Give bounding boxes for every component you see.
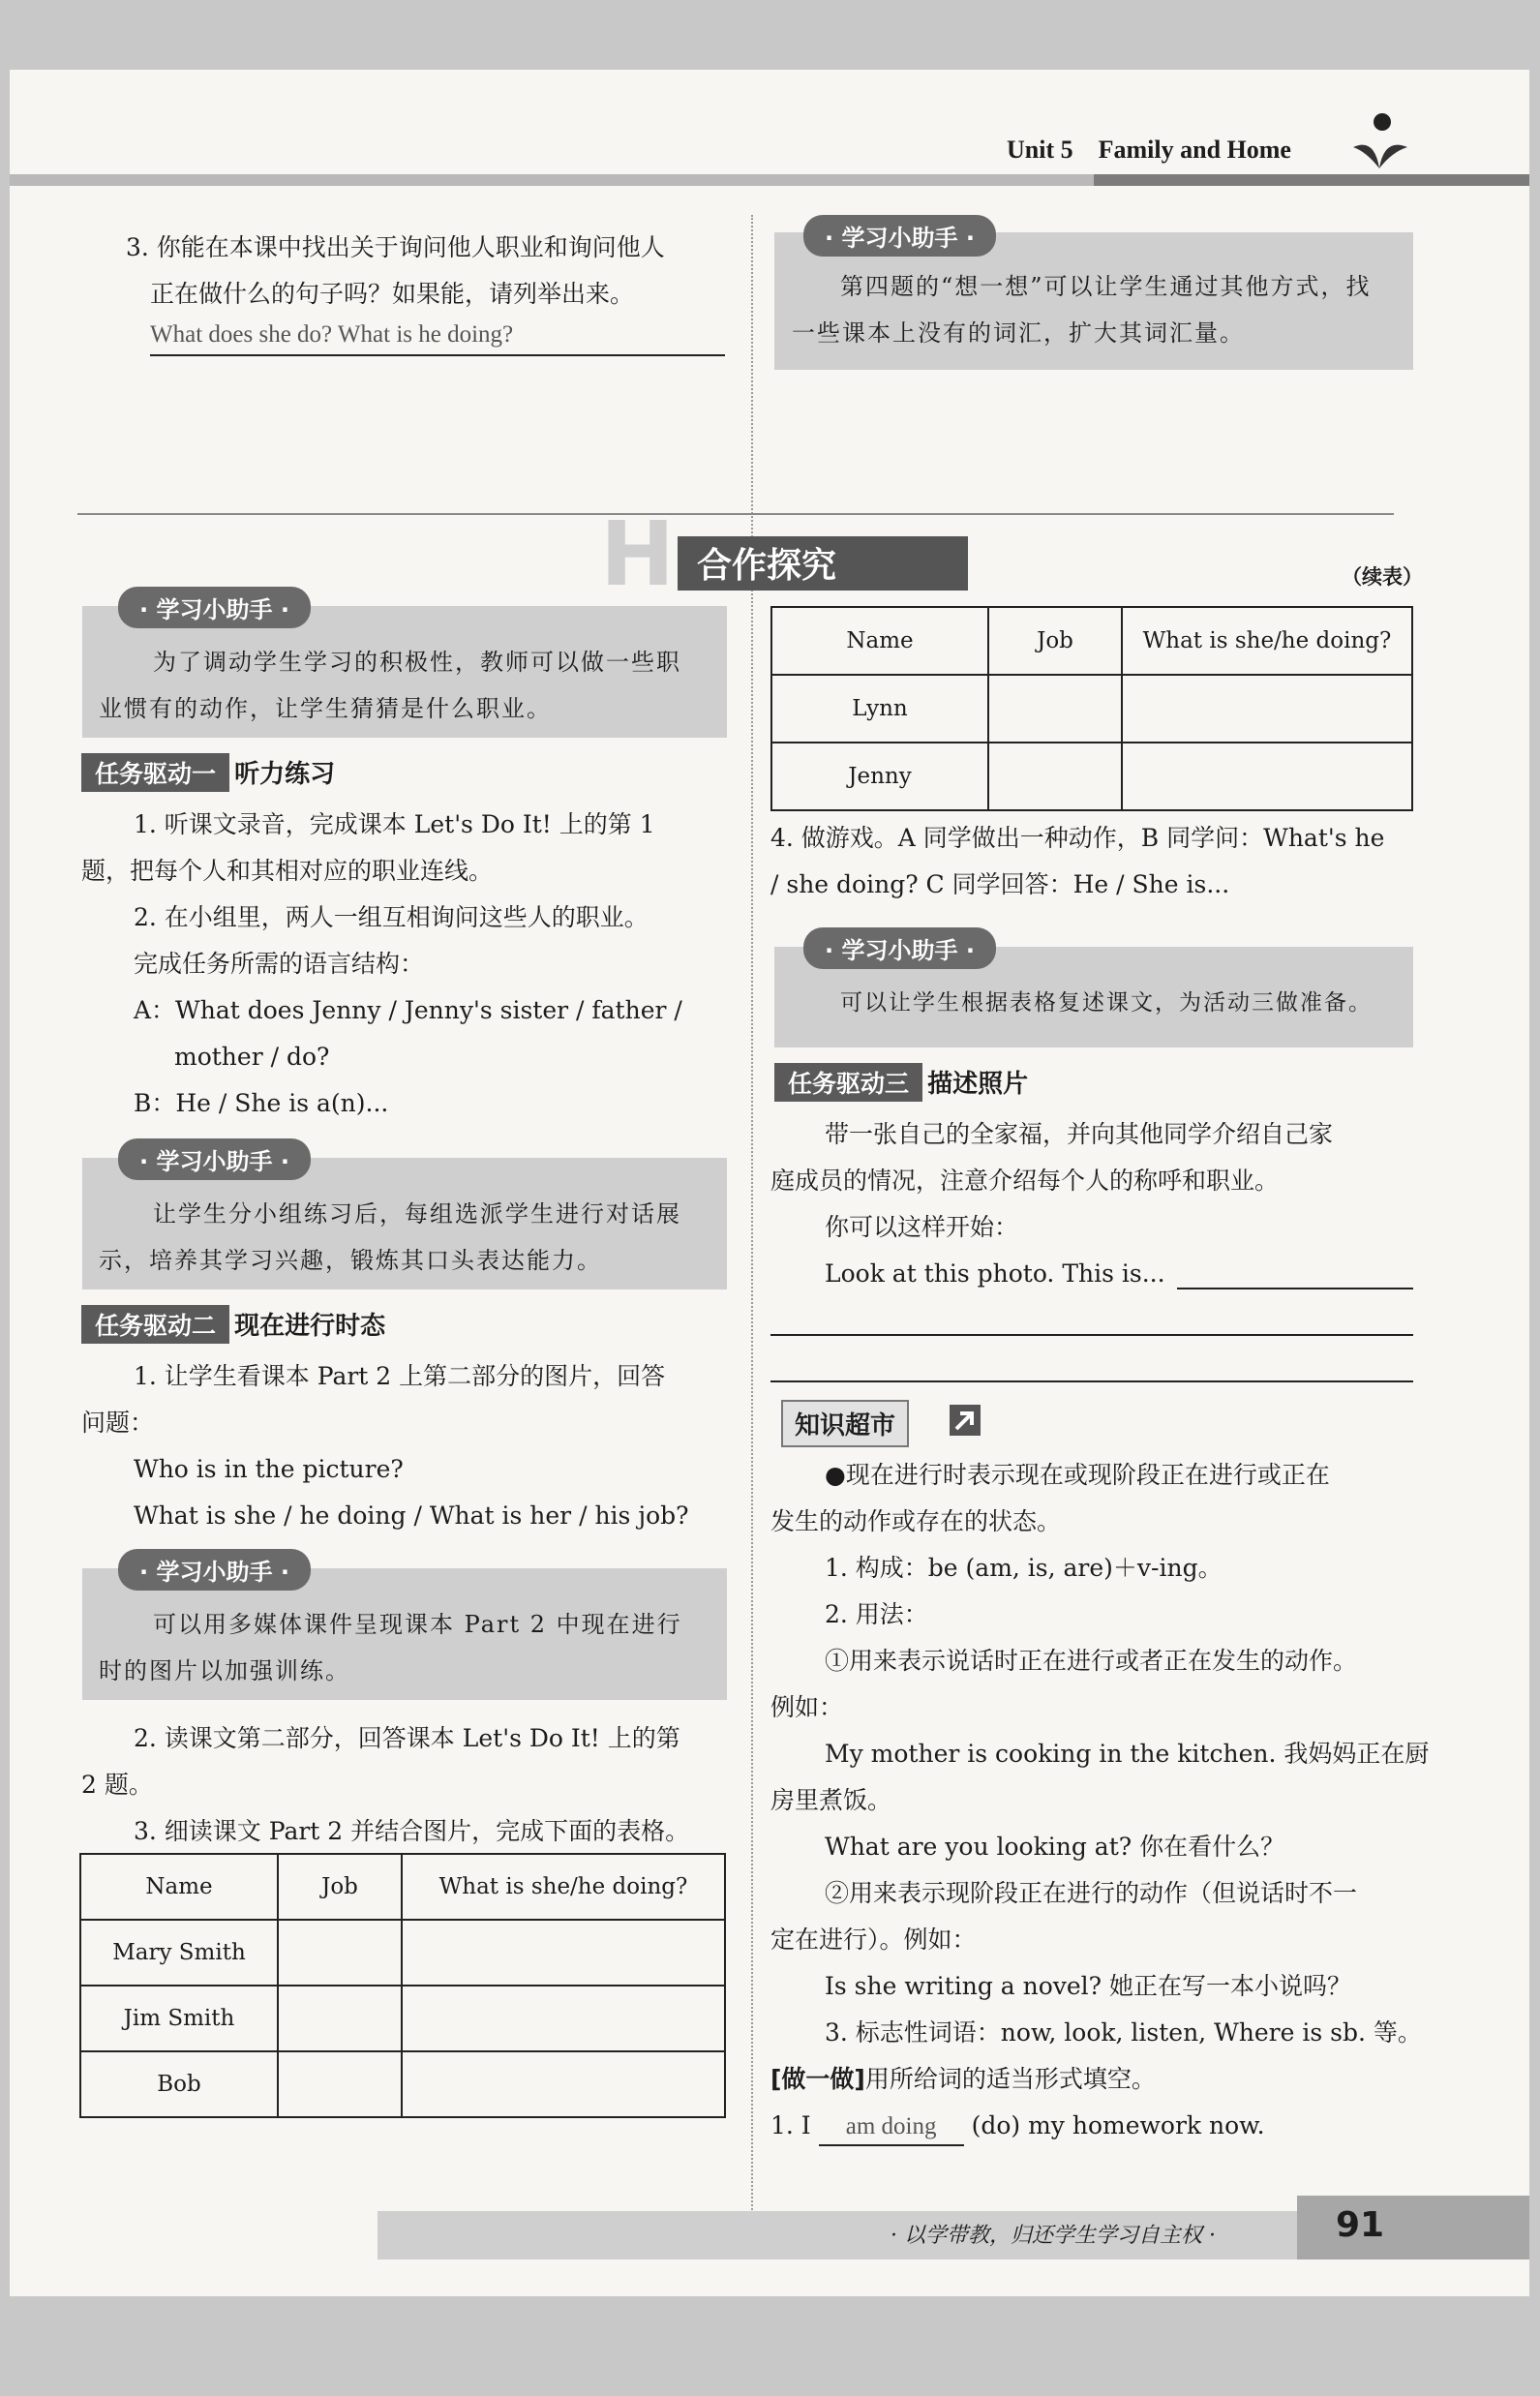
unit-title — [1007, 136, 1291, 165]
task1-title: 听力练习 — [234, 760, 336, 789]
helper-tag-0 — [803, 215, 996, 257]
section-rule — [77, 513, 1394, 515]
k9: 3. 标志性词语：now, look, listen, Where is sb. 等。 — [825, 2018, 1422, 2047]
helper2-text-1: 让学生分小组练习后，每组选派学生进行对话展 — [153, 1200, 681, 1228]
q4-1: 4. 做游戏。A 同学做出一种动作，B 同学问：What's he — [770, 824, 1385, 852]
table-cell-name: Lynn — [771, 675, 988, 743]
helper4-text: 可以让学生根据表格复述课文，为活动三做准备。 — [840, 990, 1373, 1016]
t3-p1b: 庭成员的情况，注意介绍每个人的称呼和职业。 — [770, 1167, 1280, 1195]
table-row — [80, 1920, 725, 1986]
table-row — [771, 675, 1412, 743]
table-header-row — [771, 607, 1412, 675]
unit-number: Unit 5 — [1007, 136, 1073, 164]
helper-label: · 学习小助手 · — [118, 1549, 311, 1591]
helper-label: · 学习小助手 · — [803, 927, 996, 969]
practice-line — [770, 2056, 1429, 2103]
page-number-block — [1297, 2196, 1529, 2260]
continued-label: （续表） — [1342, 565, 1423, 589]
task3-header — [774, 1063, 1028, 1102]
k2: 1. 构成：be (am, is, are)＋v-ing。 — [825, 1554, 1223, 1582]
task1-header — [81, 753, 335, 792]
table-cell-doing[interactable] — [402, 1986, 725, 2051]
table-row — [80, 1986, 725, 2051]
table-cell-name: Jenny — [771, 743, 988, 810]
helper-tag-3 — [118, 1549, 311, 1591]
helper-label: · 学习小助手 · — [118, 587, 311, 628]
table-left — [79, 1853, 726, 2118]
practice-tag: [做一做] — [770, 2065, 865, 2093]
k1: ●现在进行时表示现在或现阶段正在进行或正在 — [825, 1461, 1330, 1489]
answer-line[interactable] — [770, 1380, 1413, 1382]
column-divider — [751, 215, 753, 2248]
table-right — [770, 606, 1413, 811]
k4b: 例如： — [770, 1693, 844, 1721]
table-header-cell: Job — [988, 607, 1122, 675]
unit-name: Family and Home — [1098, 136, 1291, 164]
helper3-text-2: 时的图片以加强训练。 — [99, 1657, 350, 1684]
helper-tag-2 — [118, 1138, 311, 1180]
t3-p2: 你可以这样开始： — [825, 1213, 1019, 1241]
k8: Is she writing a novel? 她正在写一本小说吗？ — [825, 1972, 1352, 2000]
table-row — [771, 743, 1412, 810]
table-header-cell: What is she/he doing? — [1122, 607, 1412, 675]
k3: 2. 用法： — [825, 1600, 928, 1628]
table-cell-doing[interactable] — [402, 2051, 725, 2117]
arrow-icon — [949, 1404, 981, 1437]
task3-tag: 任务驱动三 — [774, 1063, 922, 1102]
k4: ①用来表示说话时正在进行或者正在发生的动作。 — [825, 1647, 1358, 1675]
k7b: 定在进行）。例如： — [770, 1926, 977, 1954]
answer-line[interactable] — [770, 1334, 1413, 1336]
t2-p1: 1. 让学生看课本 Part 2 上第二部分的图片，回答 — [134, 1362, 666, 1390]
task1-tag: 任务驱动一 — [81, 753, 229, 792]
table-cell-name: Jim Smith — [80, 1986, 278, 2051]
table-cell-name: Bob — [80, 2051, 278, 2117]
q4-2: / she doing? C 同学回答：He / She is... — [770, 870, 1230, 898]
helper-tag-1 — [118, 587, 311, 628]
table-cell-job[interactable] — [988, 675, 1122, 743]
task2-title: 现在进行时态 — [234, 1312, 386, 1341]
t2-q1: Who is in the picture? — [134, 1455, 404, 1483]
knowledge-label: 知识超市 — [781, 1400, 909, 1447]
table-cell-name: Mary Smith — [80, 1920, 278, 1986]
task2-header — [81, 1305, 385, 1344]
table-header-cell: Job — [278, 1854, 402, 1920]
page — [10, 70, 1529, 2296]
task2-tag: 任务驱动二 — [81, 1305, 229, 1344]
header-band-dark — [1094, 174, 1529, 186]
exercise-1 — [770, 2103, 1429, 2149]
t2-q2: What is she / he doing / What is her / his job? — [134, 1501, 689, 1530]
t1-p2: 2. 在小组里，两人一组互相询问这些人的职业。 — [134, 903, 649, 931]
helper3-text-1: 可以用多媒体课件呈现课本 Part 2 中现在进行 — [153, 1611, 682, 1638]
task3-title: 描述照片 — [927, 1070, 1029, 1099]
t1-a: A：What does Jenny / Jenny's sister / father / — [134, 996, 682, 1024]
t1-a2: mother / do? — [174, 1043, 330, 1071]
t1-p1b: 题，把每个人和其相对应的职业连线。 — [81, 857, 494, 885]
t1-p1: 1. 听课文录音，完成课本 Let's Do It! 上的第 1 — [134, 810, 655, 838]
table-cell-job[interactable] — [988, 743, 1122, 810]
table-cell-doing[interactable] — [402, 1920, 725, 1986]
table-header-row — [80, 1854, 725, 1920]
table-header-cell: What is she/he doing? — [402, 1854, 725, 1920]
table-cell-doing[interactable] — [1122, 675, 1412, 743]
k7: ②用来表示现阶段正在进行的动作（但说话时不一 — [825, 1879, 1358, 1907]
t1-b: B：He / She is a(n)... — [134, 1089, 389, 1117]
q3-text-2: 正在做什么的句子吗？如果能，请列举出来。 — [150, 280, 635, 308]
table-cell-doing[interactable] — [1122, 743, 1412, 810]
helper-label: · 学习小助手 · — [803, 215, 996, 257]
t2-p2b: 2 题。 — [81, 1771, 153, 1799]
practice-text: 用所给词的适当形式填空。 — [864, 2065, 1156, 2093]
table-cell-job[interactable] — [278, 1920, 402, 1986]
helper1-text-1: 为了调动学生学习的积极性，教师可以做一些职 — [153, 649, 681, 676]
t2-p3: 3. 细读课文 Part 2 并结合图片，完成下面的表格。 — [134, 1817, 690, 1845]
table-header-cell: Name — [80, 1854, 278, 1920]
t3-p1: 带一张自己的全家福，并向其他同学介绍自己家 — [825, 1120, 1334, 1148]
page-number: 91 — [1336, 2205, 1385, 2245]
table-header-cell: Name — [771, 607, 988, 675]
helper-label: · 学习小助手 · — [118, 1138, 311, 1180]
k6: What are you looking at? 你在看什么？ — [825, 1833, 1285, 1861]
footer-slogan: · 以学带教，归还学生学习自主权 · — [891, 2224, 1216, 2248]
answer-line[interactable] — [1177, 1288, 1413, 1289]
helper1-text-2: 业惯有的动作，让学生猜猜是什么职业。 — [99, 695, 552, 722]
section-letter: H — [600, 502, 675, 606]
k1b: 发生的动作或存在的状态。 — [770, 1507, 1062, 1535]
ex1-suffix: (do) my homework now. — [971, 2111, 1265, 2139]
t3-p3: Look at this photo. This is... — [825, 1259, 1165, 1288]
table-row — [80, 2051, 725, 2117]
q3-text-1: 3. 你能在本课中找出关于询问他人职业和询问他人 — [126, 233, 665, 261]
ex1-prefix: 1. I — [770, 2111, 811, 2139]
helper0-text-2: 一些课本上没有的词汇，扩大其词汇量。 — [792, 319, 1245, 347]
k5b: 房里煮饭。 — [770, 1786, 892, 1814]
table-cell-job[interactable] — [278, 2051, 402, 2117]
logo-icon — [1345, 108, 1413, 176]
t1-p3: 完成任务所需的语言结构： — [134, 950, 425, 978]
helper-tag-4 — [803, 927, 996, 969]
helper0-text-1: 第四题的“想一想”可以让学生通过其他方式，找 — [840, 273, 1372, 300]
section-title: 合作探究 — [697, 546, 837, 586]
ex1-answer[interactable]: am doing — [819, 2109, 964, 2146]
table-cell-job[interactable] — [278, 1986, 402, 2051]
k5: My mother is cooking in the kitchen. 我妈妈正在厨 — [825, 1740, 1430, 1768]
t2-p1b: 问题： — [81, 1409, 155, 1437]
helper2-text-2: 示，培养其学习兴趣，锻炼其口头表达能力。 — [99, 1247, 602, 1274]
q3-answer: What does she do? What is he doing? — [150, 316, 725, 356]
t2-p2: 2. 读课文第二部分，回答课本 Let's Do It! 上的第 — [134, 1724, 680, 1752]
